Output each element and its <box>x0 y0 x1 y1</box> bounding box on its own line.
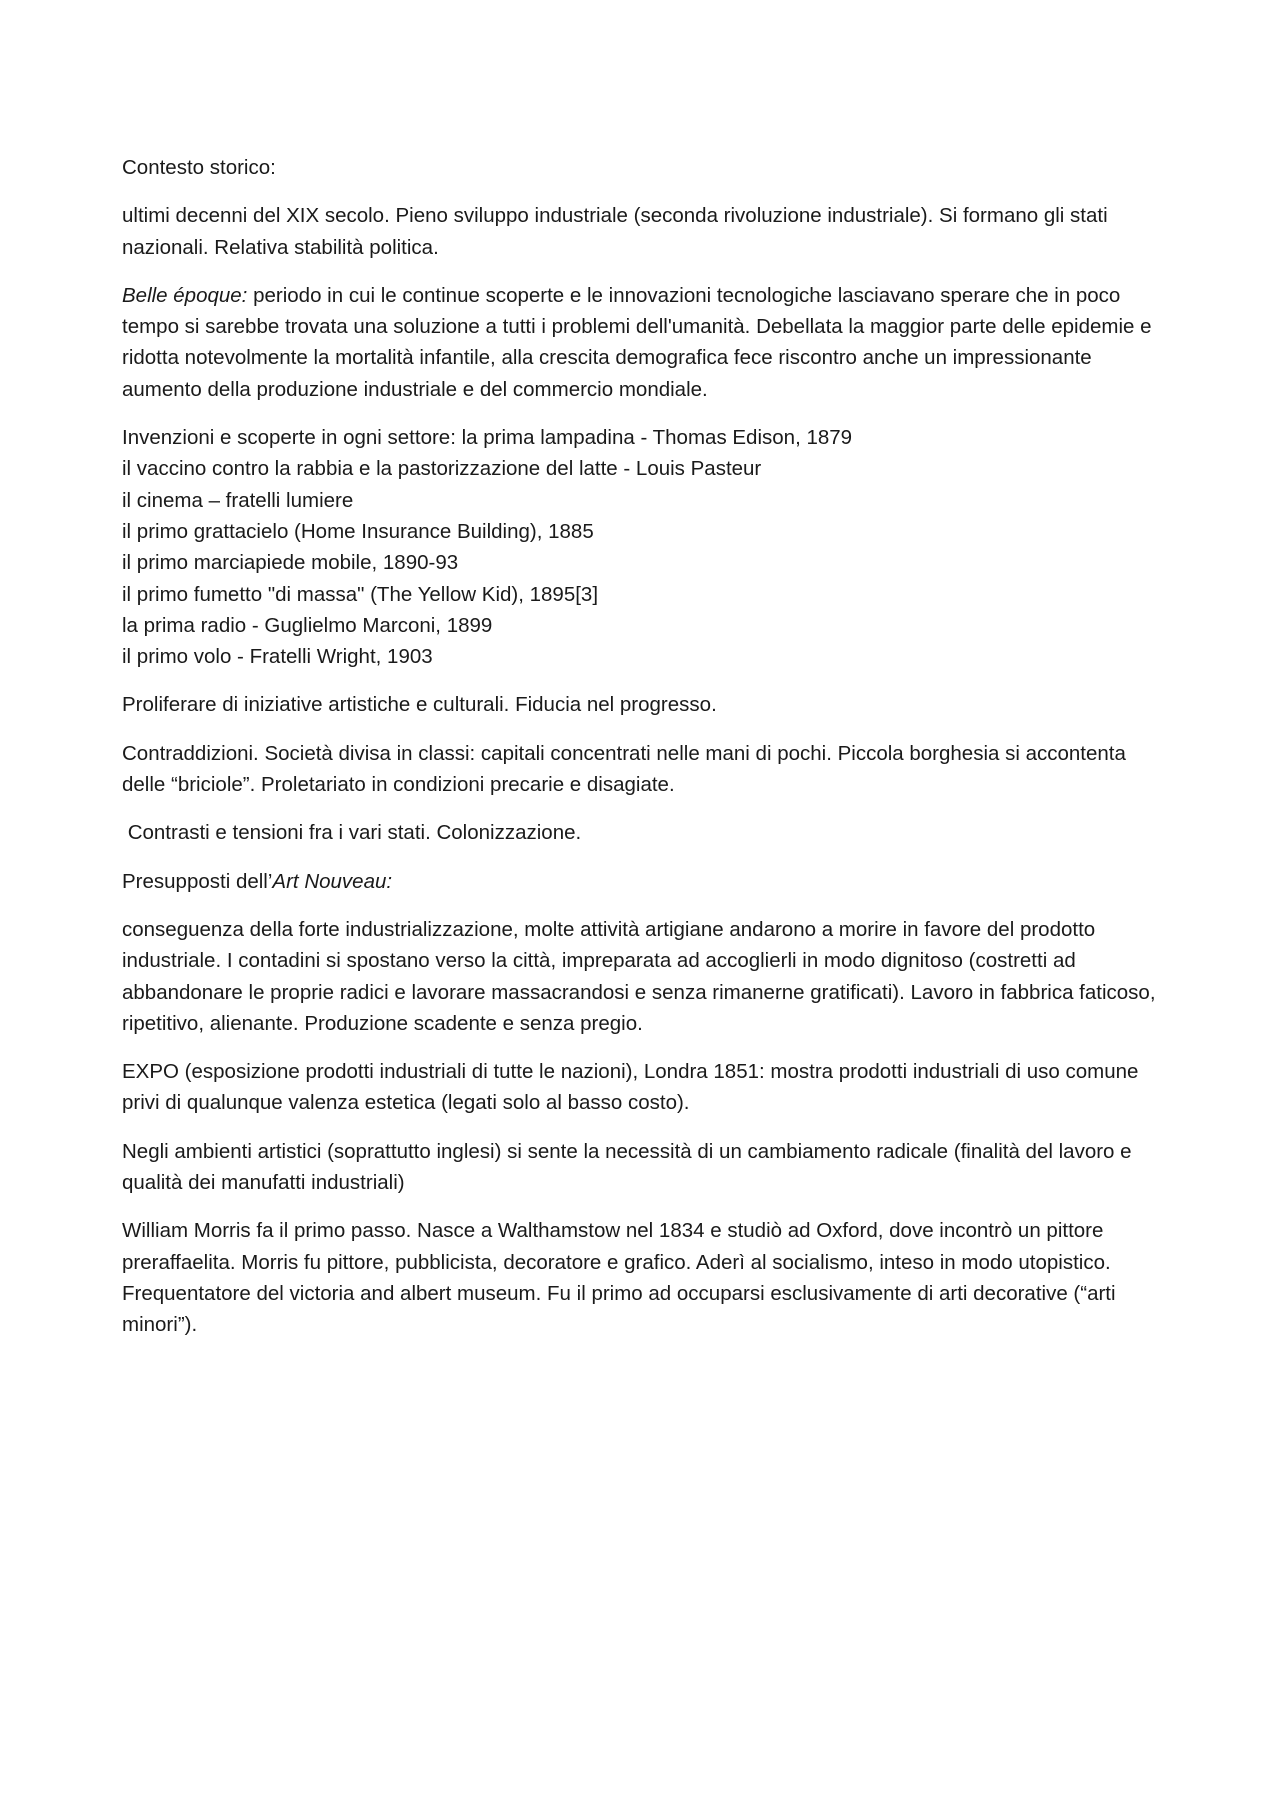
heading-contesto-storico: Contesto storico: <box>122 156 276 179</box>
paragraph-context: ultimi decenni del XIX secolo. Pieno sviluppo industriale (seconda rivoluzione industriale). Si formano gli stati nazionali. Relativa stabilità politica. <box>122 204 1108 259</box>
paragraph-progress: Proliferare di iniziative artistiche e culturali. Fiducia nel progresso. <box>122 693 717 717</box>
paragraph-consequence: conseguenza della forte industrializzazione, molte attività artigiane andarono a morire in favore del prodotto industriale. I contadini si spostano verso la città, impreparata ad accoglierli in modo dignitoso (costretti ad abbandonare le proprie radici e lavorare massacrandosi e senza rimanerne gratificati). Lavoro in fabbrica faticoso, ripetitivo, alienante. Produzione scadente e senza pregio. <box>122 917 1156 1035</box>
paragraph-artistic: Negli ambienti artistici (soprattutto inglesi) si sente la necessità di un cambiamento radicale (finalità del lavoro e qualità dei manufatti industriali) <box>122 1139 1132 1195</box>
list-item: il primo fumetto "di massa" (The Yellow Kid), 1895[3] <box>122 582 599 606</box>
paragraph-morris: William Morris fa il primo passo. Nasce a Walthamstow nel 1834 e studiò ad Oxford, dove incontrò un pittore preraffaelita. Morris fu pittore, pubblicista, decoratore e grafico. Aderì al socialismo, inteso in modo utopistico. Frequentatore del victoria and albert museum. Fu il primo ad occuparsi esclusivamente di arti decorative (“arti minori”). <box>122 1219 1116 1337</box>
list-item: il primo marciapiede mobile, 1890-93 <box>122 551 459 575</box>
list-item: il cinema – fratelli lumiere <box>122 488 354 512</box>
paragraph-tensions: Contrasti e tensioni fra i vari stati. Colonizzazione. <box>122 821 582 845</box>
list-item: la prima radio - Guglielmo Marconi, 1899 <box>122 613 493 637</box>
list-item: il vaccino contro la rabbia e la pastorizzazione del latte - Louis Pasteur <box>122 457 762 481</box>
term-art-nouveau: Art Nouveau: <box>272 869 393 893</box>
paragraph-contradictions: Contraddizioni. Società divisa in classi: capitali concentrati nelle mani di pochi. Piccola borghesia si accontenta delle “briciole”. Proletariato in condizioni precarie e disagiate. <box>122 741 1126 797</box>
inventions-list <box>122 422 1172 672</box>
list-item: il primo volo - Fratelli Wright, 1903 <box>122 645 433 669</box>
presupposti-prefix: Presupposti dell’ <box>122 869 273 893</box>
list-item: Invenzioni e scoperte in ogni settore: la prima lampadina - Thomas Edison, 1879 <box>122 426 853 450</box>
document-page <box>122 152 1172 1358</box>
list-item: il primo grattacielo (Home Insurance Building), 1885 <box>122 519 594 543</box>
paragraph-belle-epoque <box>122 280 1172 405</box>
belle-epoque-text: periodo in cui le continue scoperte e le innovazioni tecnologiche lasciavano sperare che in poco tempo si sarebbe trovata una soluzione a tutti i problemi dell'umanità. Debellata la maggior parte delle epidemie e ridotta notevolmente la mortalità infantile, alla crescita demografica fece riscontro anche un impressionante aumento della produzione industriale e del commercio mondiale. <box>122 283 1152 401</box>
term-belle-epoque: Belle époque: <box>122 283 248 307</box>
paragraph-expo: EXPO (esposizione prodotti industriali di tutte le nazioni), Londra 1851: mostra prodotti industriali di uso comune privi di qualunque valenza estetica (legati solo al basso costo). <box>122 1060 1139 1115</box>
heading-presupposti <box>122 866 1172 897</box>
